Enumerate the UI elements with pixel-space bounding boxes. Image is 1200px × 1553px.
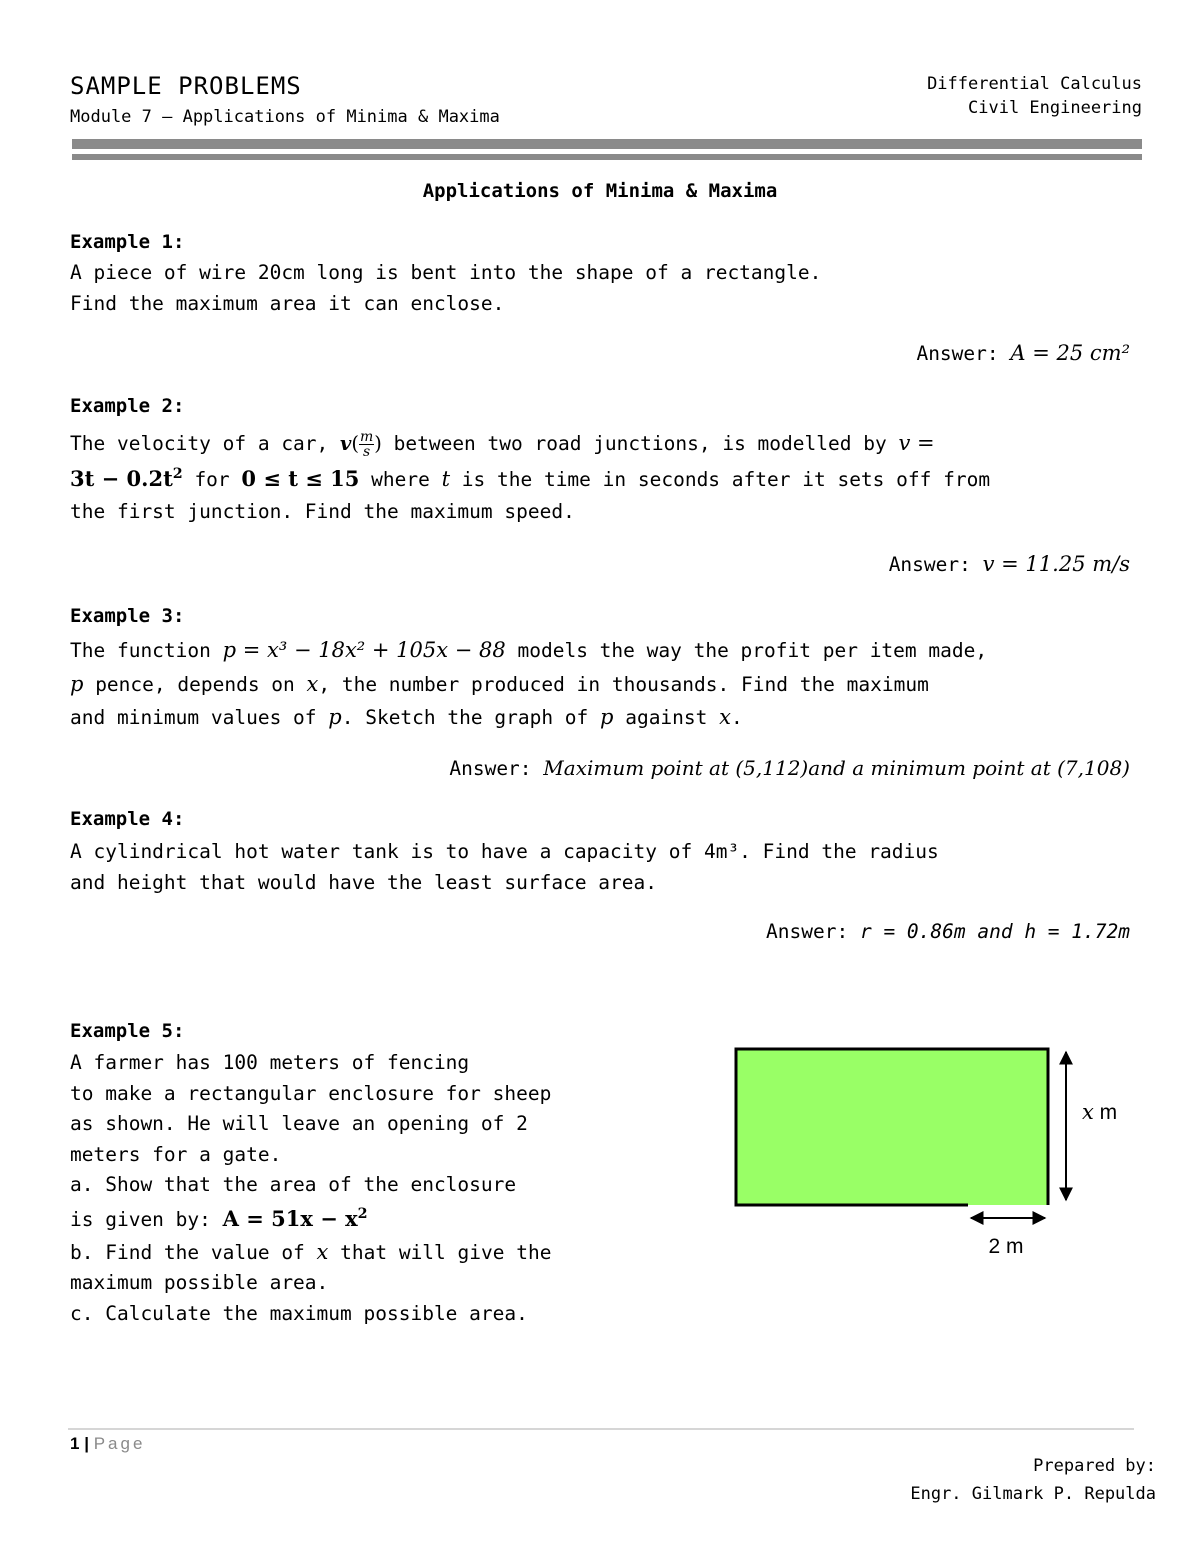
text-run: pence, depends on [83, 672, 307, 696]
example-5-line-4: meters for a gate. [70, 1142, 282, 1166]
text-run: b. Find the value of [70, 1240, 317, 1264]
example-5-line-7 [70, 1237, 551, 1269]
velocity-symbol: v [340, 432, 352, 455]
text-run: where [359, 468, 442, 491]
footer-rule [68, 1428, 1134, 1430]
example-3-text [70, 634, 987, 735]
subject-name: Differential Calculus [927, 74, 1142, 94]
fraction-numerator: m [359, 429, 374, 445]
answer-prefix: Answer: [916, 342, 999, 365]
example-5-line-2: to make a rectangular enclosure for sheep [70, 1081, 552, 1105]
section-title: Applications of Minima & Maxima [422, 180, 778, 202]
example-1-line-1: A piece of wire 20cm long is bent into the shape of a rectangle. [70, 261, 822, 284]
answer-prefix: Answer: [888, 553, 971, 576]
text-run: for [182, 468, 242, 491]
profit-function: p = x³ − 18x² + 105x − 88 [222, 638, 506, 662]
text-run: is given by: [70, 1207, 223, 1231]
example-5-line-6 [70, 1201, 551, 1237]
example-4-text [70, 836, 939, 898]
example-1-answer-value: A = 25 cm² [1010, 341, 1130, 365]
author-name: Engr. Gilmark P. Repulda [910, 1484, 1156, 1504]
text-run: The function [70, 639, 223, 662]
example-5-text [70, 1048, 551, 1329]
prepared-by-label: Prepared by: [1033, 1456, 1156, 1476]
text-run: , the number produced in thousands. Find the maximum [318, 672, 929, 696]
math-run: p [328, 705, 342, 729]
example-2-line-2 [70, 462, 990, 496]
velocity-expression: 3t − 0.2t [70, 466, 173, 491]
exponent: 2 [172, 466, 183, 483]
math-run: t [441, 467, 451, 491]
prepared-by-block [910, 1452, 1156, 1508]
example-5-line-5: a. Show that the area of the enclosure [70, 1173, 517, 1196]
area-expression: A = 51x − x [222, 1205, 358, 1231]
page-number-value: 1 [70, 1434, 80, 1453]
example-5-line-3: as shown. He will leave an opening of 2 [70, 1112, 528, 1135]
math-run: x [316, 1239, 329, 1264]
example-3-answer-value: Maximum point at (5,112)and a minimum point at (7,108) [543, 756, 1130, 780]
text-run: is the time in seconds after it sets off from [450, 468, 991, 491]
example-4-answer [766, 920, 1130, 943]
header-rule-thick [72, 139, 1142, 149]
example-2-answer-value: v = 11.25 m/s [982, 552, 1130, 576]
example-5-line-9: c. Calculate the maximum possible area. [70, 1301, 528, 1325]
side-length-label: x m [1082, 1100, 1118, 1124]
text-run: and minimum values of [70, 706, 329, 729]
example-4-label: Example 4: [70, 808, 185, 830]
text-run: against [613, 706, 720, 729]
enclosure-diagram [726, 1040, 1146, 1270]
answer-prefix: Answer: [449, 757, 532, 780]
velocity-units-fraction [359, 430, 374, 459]
example-2-answer [889, 552, 1130, 576]
math-run [70, 466, 183, 491]
example-3-answer [449, 756, 1130, 780]
example-3-line-1 [70, 634, 987, 668]
exponent: 2 [357, 1205, 368, 1222]
math-run: p [600, 705, 614, 729]
math-run: x [719, 705, 731, 729]
example-5-line-8: maximum possible area. [70, 1271, 329, 1294]
example-2-line-3: the first junction. Find the maximum speed. [70, 500, 575, 523]
time-range: 0 ≤ t ≤ 15 [241, 466, 360, 491]
example-4-line-2: and height that would have the least surface area. [70, 871, 657, 894]
area-formula [223, 1206, 368, 1231]
text-run: models the way the profit per item made, [505, 639, 988, 662]
example-5-label: Example 5: [70, 1020, 185, 1042]
text-run: . Sketch the graph of [341, 706, 601, 729]
gate-width-label: 2 m [988, 1235, 1024, 1258]
page-separator: | [84, 1434, 89, 1453]
text-run: that will give the [328, 1240, 552, 1264]
example-4-line-1: A cylindrical hot water tank is to have a capacity of 4m³. Find the radius [70, 840, 939, 863]
example-3-line-3 [70, 701, 987, 735]
module-subtitle: Module 7 – Applications of Minima & Maxima [70, 107, 500, 127]
answer-prefix: Answer: [766, 920, 849, 943]
page-number [70, 1434, 145, 1454]
example-3-label: Example 3: [70, 605, 185, 627]
example-2-line-1: The velocity of a car, v( $\frac{m}{s}$ ) between two road junctions, is modelled by v = [70, 429, 935, 460]
enclosure-area [736, 1049, 1048, 1205]
document-title: SAMPLE PROBLEMS [70, 72, 302, 100]
header-rule-thin [72, 154, 1142, 160]
example-1-label: Example 1: [70, 231, 185, 253]
header-course-info [927, 72, 1142, 120]
example-4-answer-value: r = 0.86m and h = 1.72m [859, 920, 1130, 943]
course-name: Civil Engineering [968, 98, 1142, 118]
example-1-answer [916, 341, 1130, 365]
page-word: Page [93, 1434, 146, 1453]
example-3-line-2 [70, 668, 987, 702]
text-run: . [730, 706, 743, 729]
example-1-line-2: Find the maximum area it can enclose. [70, 292, 505, 315]
text-run: The velocity of a car, [70, 432, 341, 455]
example-2-text [70, 424, 990, 527]
math-run: v = [898, 431, 935, 455]
math-run: x [306, 671, 319, 696]
example-2-label: Example 2: [70, 395, 185, 417]
example-1-text [70, 257, 821, 319]
example-5-line-1: A farmer has 100 meters of fencing [70, 1051, 470, 1074]
fraction-denominator: s [363, 444, 371, 460]
text-run: between two road junctions, is modelled by [381, 432, 899, 455]
math-run: p [70, 671, 84, 696]
